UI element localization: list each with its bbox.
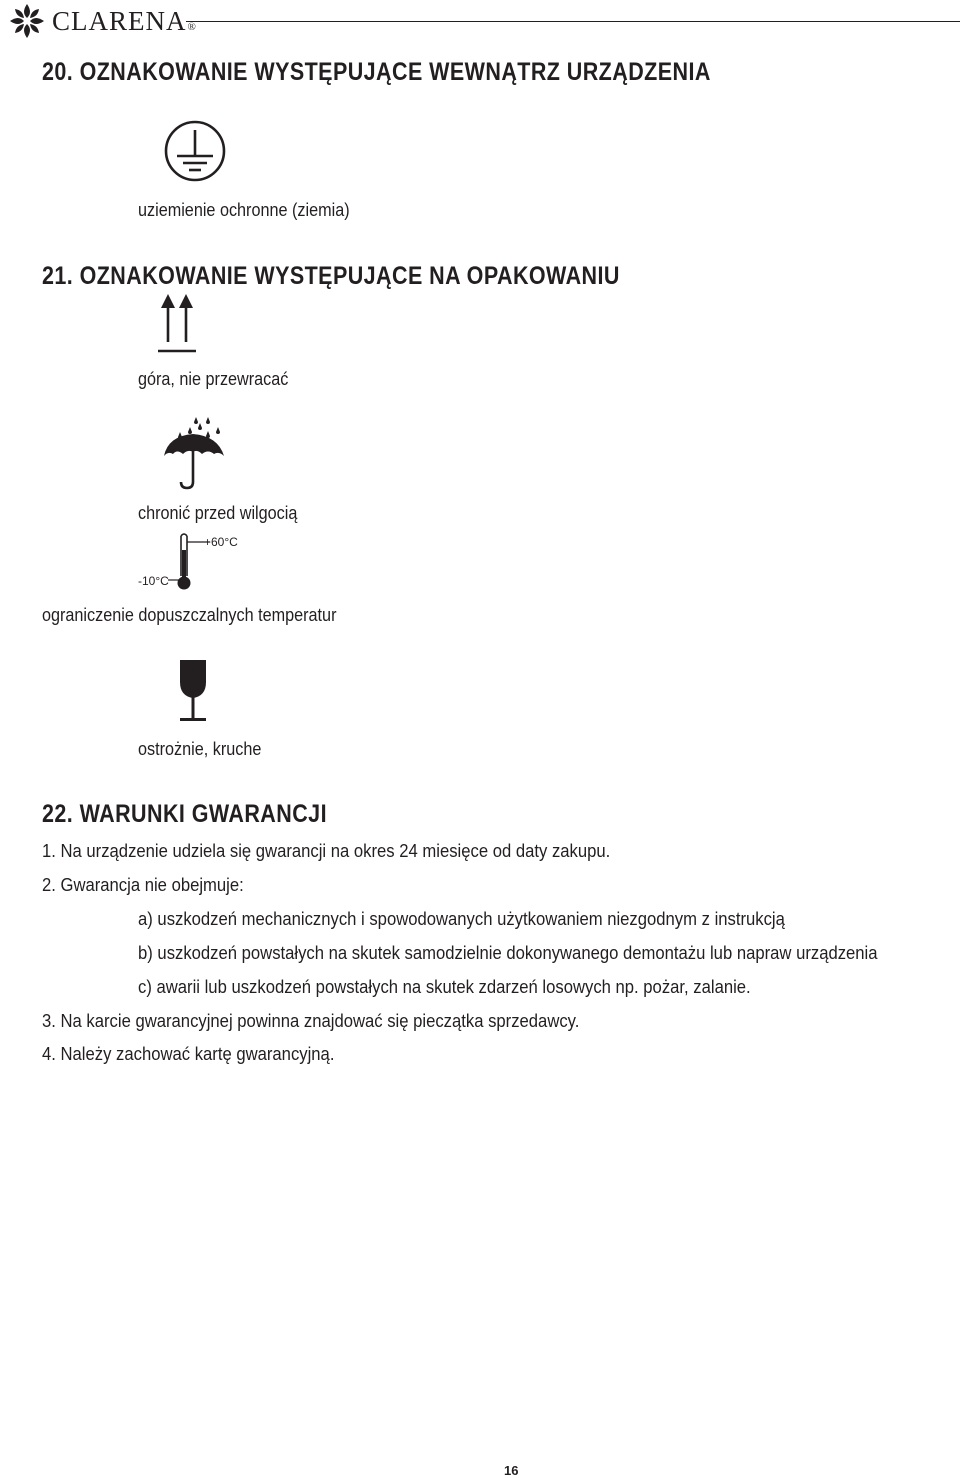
upper-temperature-limit: +60°C [204, 535, 238, 549]
brand-logo [8, 2, 197, 40]
warranty-exclusion-c: c) awarii lub uszkodzeń powstałych na skutek zdarzeń losowych np. pożar, zalanie. [138, 976, 751, 997]
lower-temperature-limit: -10°C [138, 574, 169, 588]
brand-name: CLARENA® [52, 6, 197, 36]
temperature-limit-caption: ograniczenie dopuszczalnych temperatur [42, 605, 337, 625]
fragile-glass-icon [176, 658, 210, 724]
section-21-title: 21. OZNAKOWANIE WYSTĘPUJĄCE NA OPAKOWANIU [42, 262, 620, 290]
protective-earth-caption: uziemienie ochronne (ziemia) [138, 200, 350, 220]
protective-earth-icon [164, 120, 226, 182]
flower-logo-icon [8, 2, 46, 40]
fragile-caption: ostrożnie, kruche [138, 739, 262, 759]
warranty-item-4: 4. Należy zachować kartę gwarancyjną. [42, 1043, 335, 1064]
section-20-title: 20. OZNAKOWANIE WYSTĘPUJĄCE WEWNĄTRZ URZĄDZENIA [42, 58, 711, 86]
warranty-item-2: 2. Gwarancja nie obejmuje: [42, 874, 244, 895]
keep-dry-caption: chronić przed wilgocią [138, 503, 298, 523]
keep-dry-umbrella-icon [162, 414, 228, 492]
header-divider [186, 21, 960, 22]
temperature-limit-icon [172, 532, 196, 592]
page-number: 16 [504, 1463, 519, 1478]
warranty-item-3: 3. Na karcie gwarancyjnej powinna znajdować się pieczątka sprzedawcy. [42, 1010, 580, 1031]
this-way-up-icon [156, 292, 198, 354]
warranty-item-1: 1. Na urządzenie udziela się gwarancji na okres 24 miesięce od daty zakupu. [42, 840, 611, 861]
section-22-title: 22. WARUNKI GWARANCJI [42, 800, 327, 828]
this-way-up-caption: góra, nie przewracać [138, 369, 289, 389]
warranty-exclusion-a: a) uszkodzeń mechanicznych i spowodowanych użytkowaniem niezgodnym z instrukcją [138, 908, 785, 929]
warranty-exclusion-b: b) uszkodzeń powstałych na skutek samodzielnie dokonywanego demontażu lub napraw urządzenia [138, 942, 878, 963]
